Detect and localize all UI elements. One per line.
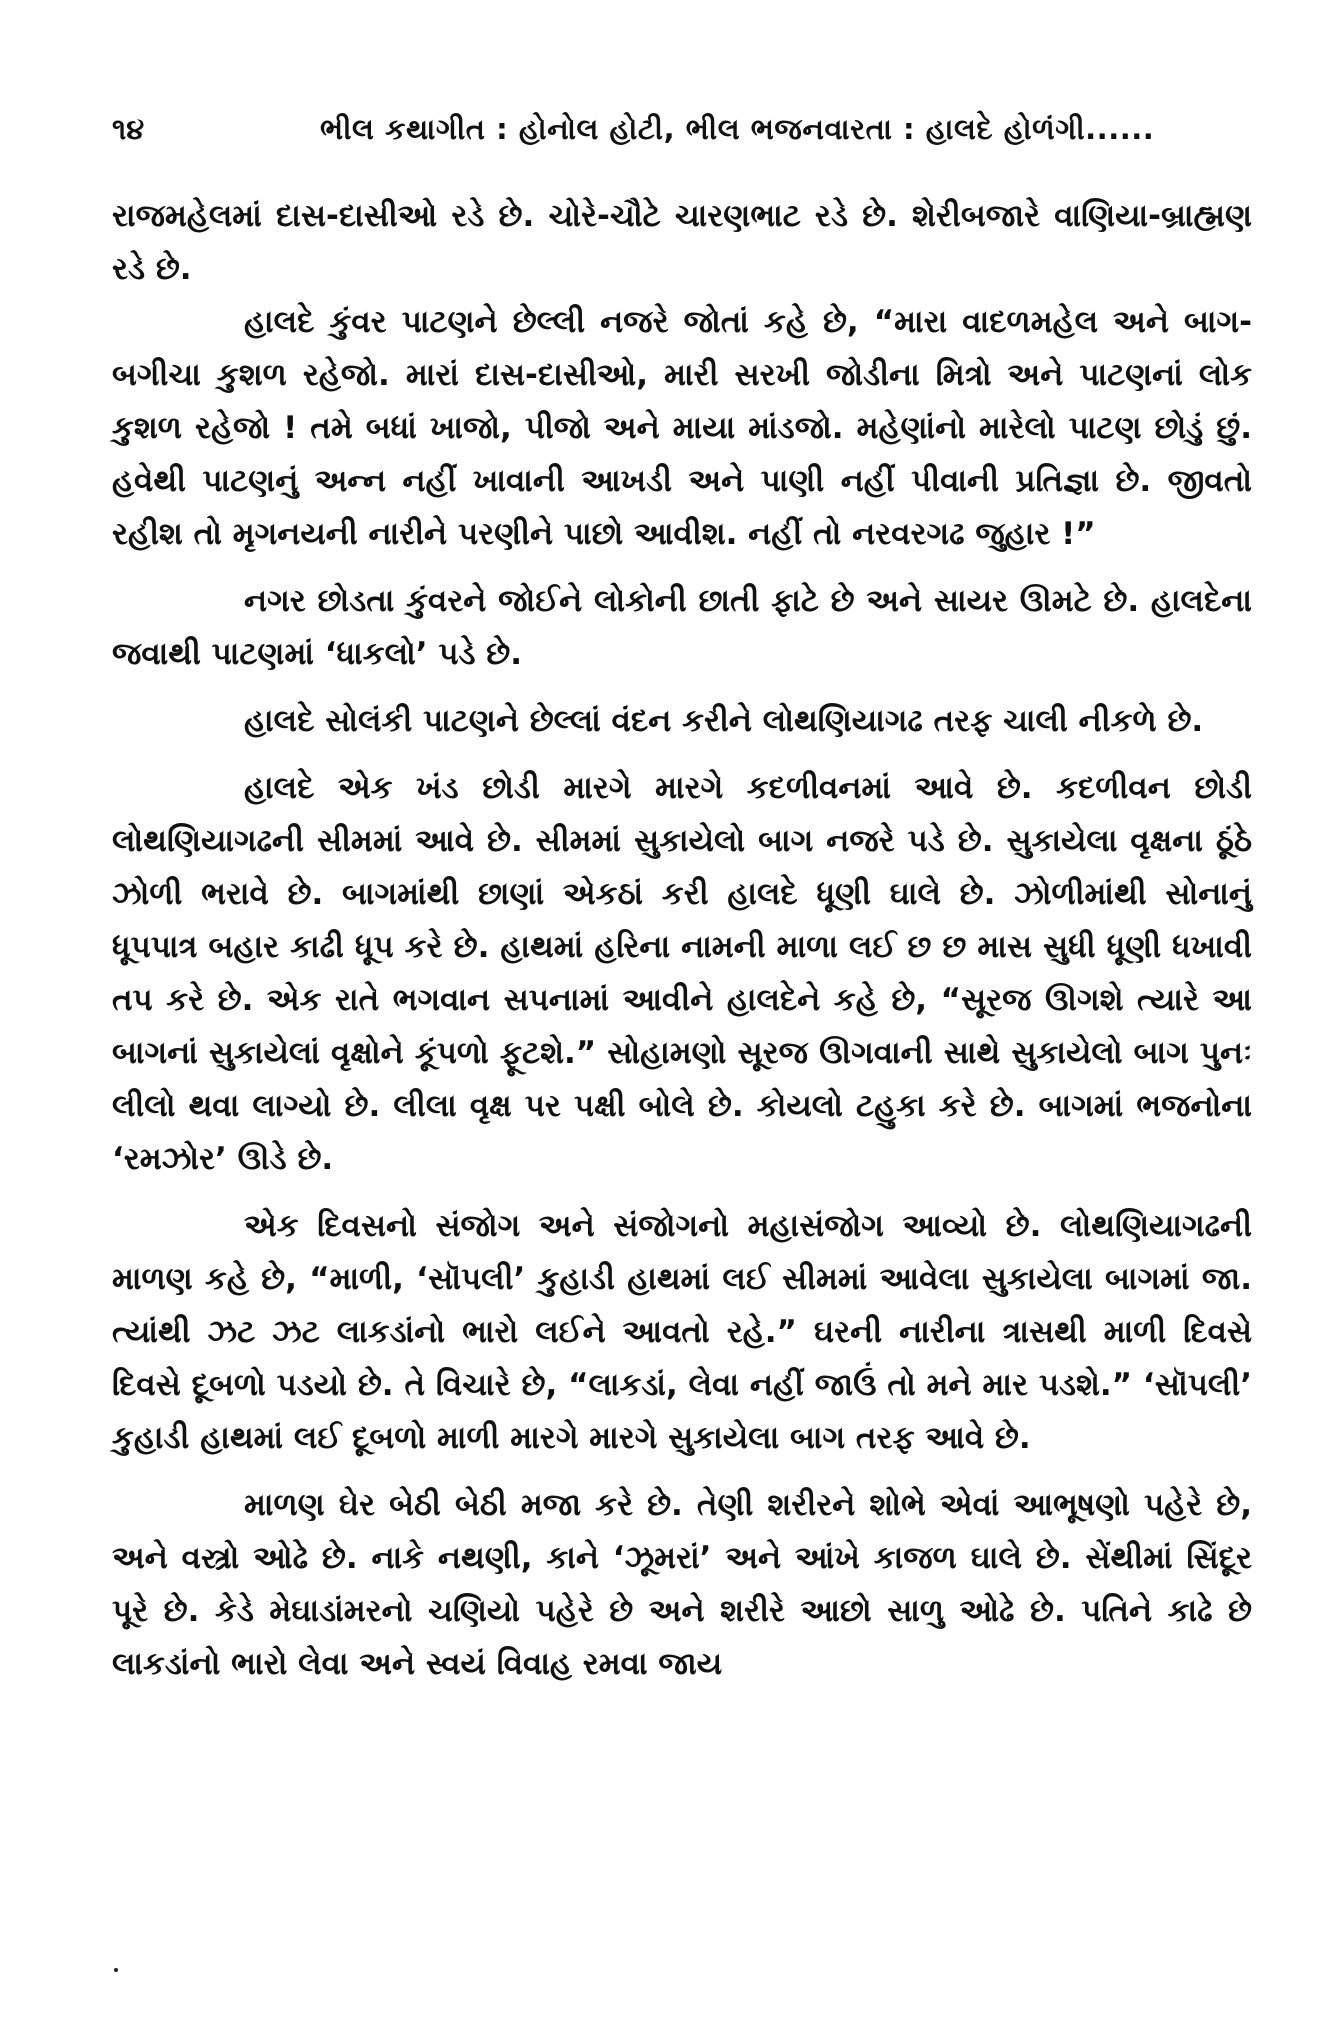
paragraph: હાલદે એક ખંડ છોડી મારગે મારગે કદળીવનમાં આવે છે. કદળીવન છોડી લોથણિયાગઢની સીમમાં આવે છે. સીમમાં સુકાયેલો બાગ નજરે પડે છે. સુકાયેલા વૃક્ષના ઠૂંઠે ઝોળી ભરાવે છે. બાગમાંથી છાણાં એકઠાં કરી હાલદે ધૂણી ઘાલે છે. ઝોળીમાંથી સોનાનું ધૂપપાત્ર બહાર કાઢી ધૂપ કરે છે. હાથમાં હરિના નામની માળા લઈ છ છ માસ સુધી ધૂણી ધખાવી તપ કરે છે. એક રાતે ભગવાન સપનામાં આવીને હાલદેને કહે છે, “સૂરજ ઊગશે ત્યારે આ બાગનાં સુકાયેલાં વૃક્ષોને કૂંપળો ફૂટશે.” સોહામણો સૂરજ ઊગવાની સાથે સુકાયેલો બાગ પુનઃ લીલો થવા લાગ્યો છે. લીલા વૃક્ષ પર પક્ષી બોલે છે. કોયલો ટહુકા કરે છે. બાગમાં ભજનોના ‘રમઝોર’ ઊડે છે.: [112, 770, 1252, 1177]
page-number: ૧૪: [112, 112, 145, 146]
paragraph: હાલદે કુંવર પાટણને છેલ્લી નજરે જોતાં કહે છે, “મારા વાદળમહેલ અને બાગ-બગીચા કુશળ રહેજો. મારાં દાસ-દાસીઓ, મારી સરખી જોડીના મિત્રો અને પાટણનાં લોક કુશળ રહેજો ! તમે બધાં ખાજો, પીજો અને માયા માંડજો. મહેણાંનો મારેલો પાટણ છોડું છું. હવેથી પાટણનું અન્ન નહીં ખાવાની આખડી અને પાણી નહીં પીવાની પ્રતિજ્ઞા છે. જીવતો રહીશ તો મૃગનયની નારીને પરણીને પાછો આવીશ. નહીં તો નરવરગઢ જુહાર !”: [112, 304, 1252, 552]
paragraph-gap: [112, 748, 1252, 762]
running-title: ભીલ કથાગીત : હોનોલ હોટી, ભીલ ભજનવારતા : હાલદે હોળંગી......: [320, 112, 1155, 146]
page-header: [112, 104, 1252, 154]
paragraph: રાજમહેલમાં દાસ-દાસીઓ રડે છે. ચોરે-ચૌટે ચારણભાટ રડે છે. શેરીબજારે વાણિયા-બ્રાહ્મણ રડે છે.: [112, 198, 1252, 287]
paragraph-gap: [112, 1465, 1252, 1479]
paragraph-gap: [112, 1186, 1252, 1200]
paragraph-gap: [112, 681, 1252, 695]
paragraph-gap: [112, 561, 1252, 575]
paragraph: એક દિવસનો સંજોગ અને સંજોગનો મહાસંજોગ આવ્યો છે. લોથણિયાગઢની માળણ કહે છે, “માળી, ‘સૉપલી’ કુહાડી હાથમાં લઈ સીમમાં આવેલા સુકાયેલા બાગમાં જા. ત્યાંથી ઝટ ઝટ લાકડાંનો ભારો લઈને આવતો રહે.” ઘરની નારીના ત્રાસથી માળી દિવસે દિવસે દૂબળો પડયો છે. તે વિચારે છે, “લાકડાં, લેવા નહીં જાઉં તો મને માર પડશે.” ‘સૉપલી’ કુહાડી હાથમાં લઈ દૂબળો માળી મારગે મારગે સુકાયેલા બાગ તરફ આવે છે.: [112, 1208, 1252, 1456]
page-speck: [114, 1968, 118, 1972]
paragraph: માળણ ઘેર બેઠી બેઠી મજા કરે છે. તેણી શરીરને શોભે એવાં આભૂષણો પહેરે છે, અને વસ્ત્રો ઓઢે છે. નાકે નથણી, કાને ‘ઝૂમરાં’ અને આંખે કાજળ ઘાલે છે. સેંથીમાં સિંદૂર પૂરે છે. કેડે મેઘાડાંમરનો ચણિયો પહેરે છે અને શરીરે આછો સાળુ ઓઢે છે. પતિને કાઢે છે લાકડાંનો ભારો લેવા અને સ્વયં વિવાહ રમવા જાય: [112, 1487, 1252, 1682]
paragraph: નગર છોડતા કુંવરને જોઈને લોકોની છાતી ફાટે છે અને સાયર ઊમટે છે. હાલદેના જવાથી પાટણમાં ‘ધાકલો’ પડે છે.: [112, 583, 1252, 672]
body-text: [112, 190, 1252, 1691]
paragraph: હાલદે સોલંકી પાટણને છેલ્લાં વંદન કરીને લોથણિયાગઢ તરફ ચાલી નીકળે છે.: [244, 703, 1204, 739]
